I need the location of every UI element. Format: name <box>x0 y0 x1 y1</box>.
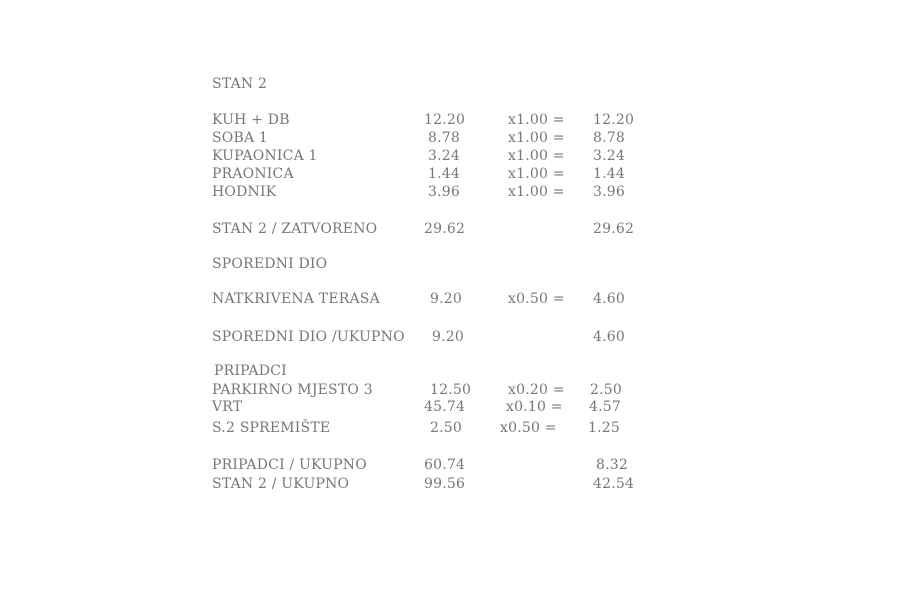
room-area: 12.50 <box>430 382 472 398</box>
room-name: PARKIRNO MJESTO 3 <box>212 382 373 398</box>
room-area: 3.96 <box>428 184 460 200</box>
room-result: 4.60 <box>593 291 625 307</box>
subtotal-area: 60.74 <box>424 457 466 473</box>
room-result: 1.25 <box>588 420 620 436</box>
room-area: 1.44 <box>428 166 460 182</box>
room-name: VRT <box>212 399 243 415</box>
subtotal-label: STAN 2 / ZATVORENO <box>212 221 378 237</box>
room-result: 2.50 <box>590 382 622 398</box>
section-title-stan2: STAN 2 <box>212 76 268 92</box>
room-factor: x1.00 = <box>508 166 565 182</box>
room-area: 9.20 <box>430 291 462 307</box>
room-result: 1.44 <box>593 166 625 182</box>
room-result: 12.20 <box>593 112 635 128</box>
subtotal-result: 8.32 <box>596 457 628 473</box>
subtotal-label: PRIPADCI / UKUPNO <box>212 457 367 473</box>
subtotal-label: SPOREDNI DIO /UKUPNO <box>212 329 405 345</box>
room-name: S.2 SPREMIŠTE <box>212 420 331 436</box>
room-factor: x1.00 = <box>508 112 565 128</box>
subtotal-result: 4.60 <box>593 329 625 345</box>
grand-total-result: 42.54 <box>593 476 635 492</box>
room-result: 8.78 <box>593 130 625 146</box>
room-name: PRAONICA <box>212 166 294 182</box>
grand-total-label: STAN 2 / UKUPNO <box>212 476 350 492</box>
room-factor: x1.00 = <box>508 130 565 146</box>
room-result: 4.57 <box>589 399 621 415</box>
room-factor: x0.10 = <box>506 399 563 415</box>
section-title-sporedni: SPOREDNI DIO <box>212 256 328 272</box>
room-name: KUH + DB <box>212 112 290 128</box>
room-name: HODNIK <box>212 184 277 200</box>
room-name: NATKRIVENA TERASA <box>212 291 380 307</box>
room-factor: x1.00 = <box>508 148 565 164</box>
room-area: 8.78 <box>428 130 460 146</box>
room-result: 3.96 <box>593 184 625 200</box>
subtotal-result: 29.62 <box>593 221 635 237</box>
room-result: 3.24 <box>593 148 625 164</box>
room-factor: x0.50 = <box>500 420 557 436</box>
subtotal-area: 9.20 <box>432 329 464 345</box>
room-area: 3.24 <box>428 148 460 164</box>
room-area: 45.74 <box>424 399 466 415</box>
room-name: SOBA 1 <box>212 130 269 146</box>
grand-total-area: 99.56 <box>424 476 466 492</box>
room-factor: x0.50 = <box>508 291 565 307</box>
section-title-pripadci: PRIPADCI <box>214 363 287 379</box>
room-factor: x0.20 = <box>508 382 565 398</box>
subtotal-area: 29.62 <box>424 221 466 237</box>
room-factor: x1.00 = <box>508 184 565 200</box>
room-area: 12.20 <box>424 112 466 128</box>
room-area: 2.50 <box>430 420 462 436</box>
room-name: KUPAONICA 1 <box>212 148 318 164</box>
